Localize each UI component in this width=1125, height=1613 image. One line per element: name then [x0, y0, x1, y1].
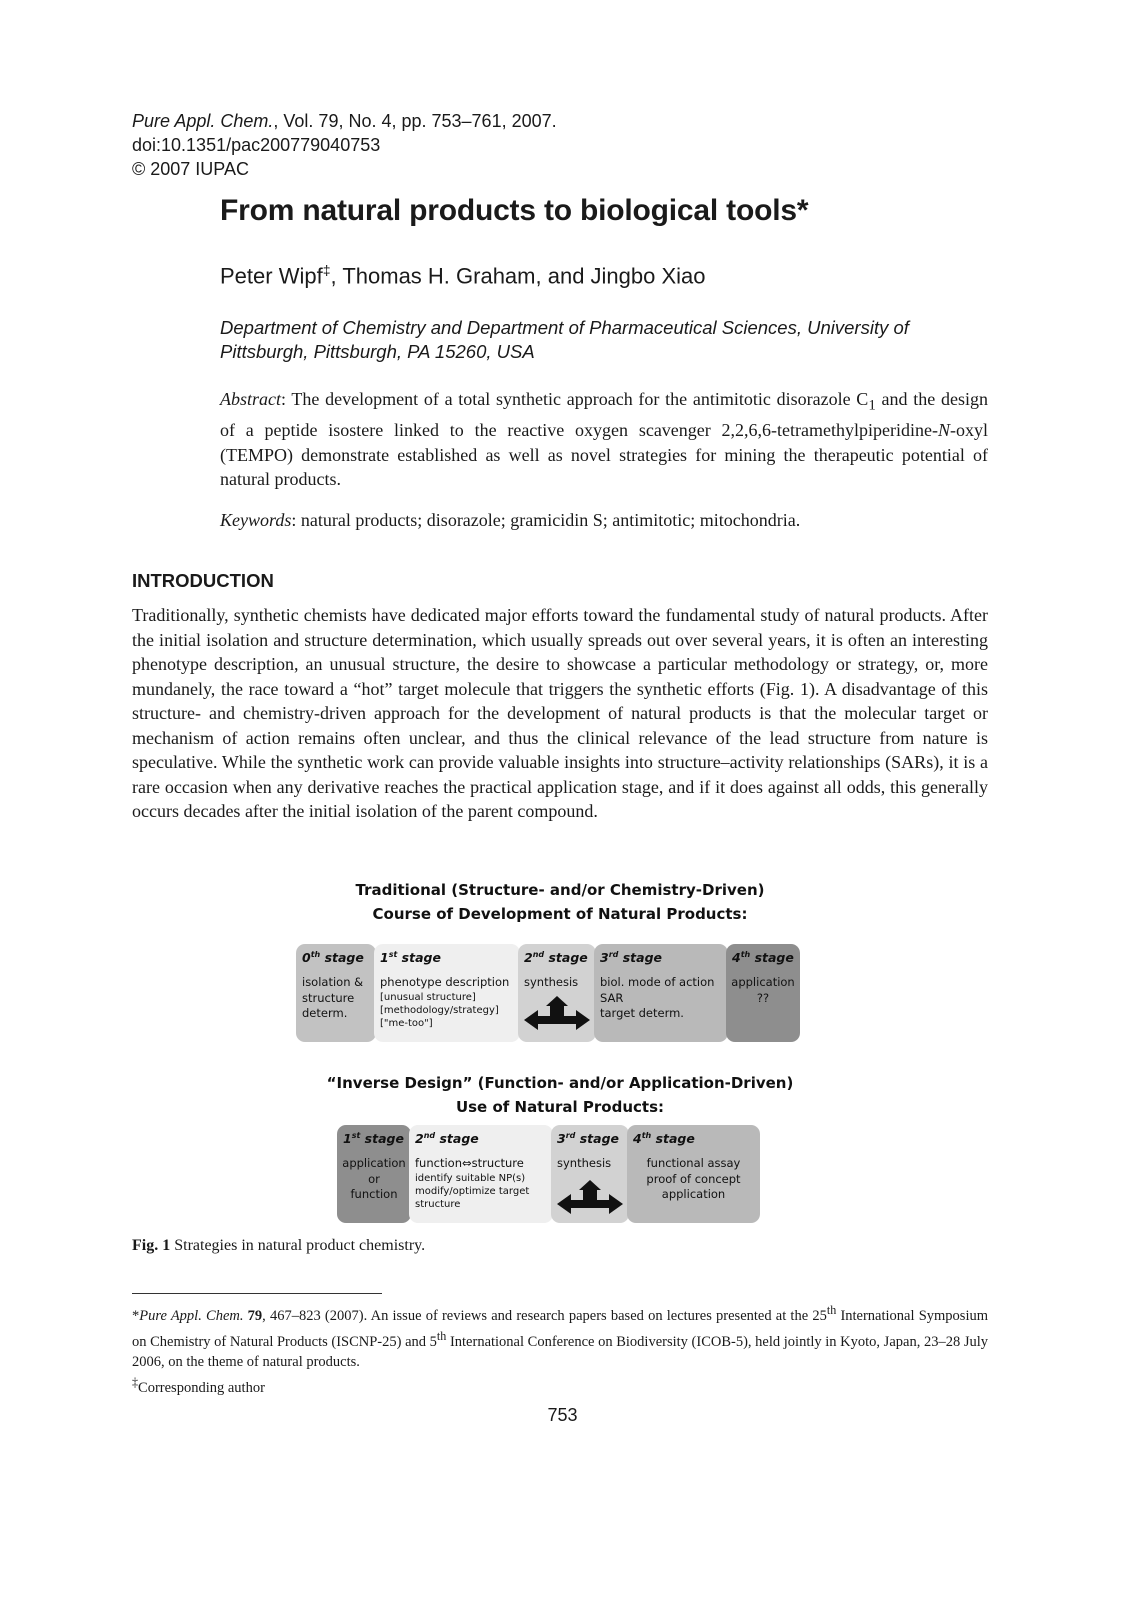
top-stage-3 [594, 944, 728, 1042]
bottom-stage-2-heading [415, 1131, 479, 1146]
top-stage-2-ordinal: nd [532, 950, 545, 959]
top-stage-3-line: biol. mode of action [600, 975, 715, 989]
intro-paragraph: Traditionally, synthetic chemists have dedicated major efforts toward the fundamental study of natural products. After the initial isolation and structure determination, which usually spreads out over several years, it is often an interesting phenotype description, an unusual structure, the desire to showcase a particular methodology or strategy, or, more mundanely, the race toward a “hot” target molecule that triggers the synthetic efforts (Fig. 1). A disadvantage of this structure- and chemistry-driven approach for the development of natural products is that the molecular target or mechanism of action remains often unclear, and thus the clinical relevance of the lead structure from nature is speculative. While the synthetic work can provide valuable insights into structure–activity relationships (SARs), it is a rare occasion when any derivative reaches the practical application stage, and if it does against all odds, this generally occurs decades after the initial isolation of the parent compound. [132, 605, 988, 821]
footnote-sup-1: th [826, 1303, 837, 1317]
double-arrow-icon [555, 1176, 625, 1218]
figure-bottom-title-2: Use of Natural Products: [455, 1098, 665, 1116]
top-stage-2-word: stage [544, 950, 588, 966]
top-stage-2-heading [524, 950, 588, 965]
caption-label: Fig. 1 [132, 1237, 171, 1254]
top-stage-2-description [524, 975, 578, 991]
footnote-divider [132, 1293, 382, 1294]
bottom-stage-4-line: application [661, 1187, 726, 1201]
top-stage-4-line: ?? [756, 990, 770, 1005]
keywords-label: Keywords [220, 510, 292, 530]
bottom-stage-3-number: 3 [557, 1131, 566, 1147]
bottom-stage-1-number: 1 [343, 1131, 352, 1147]
top-stage-1-subline: [methodology/strategy] [380, 1004, 499, 1016]
bottom-stage-2-description [415, 1156, 529, 1211]
bottom-stage-1 [337, 1125, 411, 1223]
top-stage-4-word: stage [750, 950, 794, 966]
footnote-text-3: International Conference on Biodiversity (ICOB-5), held jointly in Kyoto, Japan, 23–28 July 2006, on the theme of natural products. [132, 1333, 989, 1370]
bottom-stage-2-subline: identify suitable NP(s) [415, 1172, 526, 1184]
affiliation: Department of Chemistry and Department of Pharmaceutical Sciences, University of Pittsburgh, Pittsburgh, PA 15260, USA [220, 317, 909, 362]
paper-title: From natural products to biological tools* [220, 194, 809, 227]
top-stage-3-description [600, 975, 714, 1022]
top-stage-0-heading [302, 950, 364, 965]
top-stage-0-line: determ. [302, 1006, 348, 1020]
bottom-stage-4-description [627, 1156, 760, 1203]
bottom-stage-1-ordinal: st [351, 1131, 361, 1140]
top-stage-0-number: 0 [302, 950, 311, 966]
bottom-stage-3-line: synthesis [557, 1156, 612, 1170]
footnote-text-1: , 467–823 (2007). An issue of reviews and research papers based on lectures presented at the 25 [262, 1307, 827, 1324]
author-list [220, 262, 706, 289]
bottom-stage-1-heading [343, 1131, 404, 1146]
bottom-stage-4-word: stage [651, 1131, 695, 1147]
top-stage-0-line: structure [302, 990, 355, 1005]
citation-details: , Vol. 79, No. 4, pp. 753–761, 2007. [273, 111, 557, 131]
bottom-stage-4-heading [633, 1131, 695, 1146]
top-stage-2-number: 2 [524, 950, 533, 966]
keywords [220, 510, 988, 531]
bottom-stage-2-ordinal: nd [423, 1131, 436, 1140]
top-stage-0-description [302, 975, 363, 1022]
top-stage-1-ordinal: st [388, 950, 398, 959]
author-first: Peter Wipf [220, 263, 323, 289]
abstract-subscript: 1 [868, 397, 876, 414]
top-stage-1-subline: [unusual structure] [380, 991, 476, 1003]
bottom-stage-2 [409, 1125, 553, 1223]
author-rest: , Thomas H. Graham, and Jingbo Xiao [330, 263, 706, 289]
corresponding-mark: ‡ [322, 262, 331, 278]
section-heading: INTRODUCTION [132, 570, 274, 591]
bottom-stage-1-line: application [342, 1156, 406, 1170]
doi: doi:10.1351/pac200779040753 [132, 135, 381, 155]
bottom-stage-2-subline: structure [415, 1198, 461, 1210]
bottom-stage-4-line: functional assay [646, 1156, 741, 1170]
top-stage-4 [726, 944, 800, 1042]
footnote-corr-mark: ‡ [132, 1374, 139, 1389]
bottom-stage-4-number: 4 [633, 1131, 642, 1147]
abstract-text-2: and the design of a peptide isostere linked to the reactive oxygen scavenger 2,2,6,6-tetramethylpiperidine- [220, 389, 988, 441]
bottom-stage-2-word: stage [435, 1131, 479, 1147]
bottom-stage-3-description [557, 1156, 611, 1172]
citation-line [132, 109, 557, 133]
citation-block [132, 109, 557, 181]
footnote-issue [132, 1300, 988, 1372]
top-stage-1-word: stage [397, 950, 441, 966]
top-stage-1-heading [380, 950, 441, 965]
top-stage-4-heading [732, 950, 794, 965]
bottom-stage-1-word: stage [360, 1131, 404, 1147]
page-number: 753 [547, 1405, 578, 1425]
bottom-stage-3-ordinal: rd [565, 1131, 576, 1140]
top-stage-1-number: 1 [380, 950, 389, 966]
footnote-star: * [132, 1307, 140, 1324]
footnote-volume: 79 [247, 1307, 263, 1324]
footnotes [132, 1300, 988, 1397]
top-stage-3-line: SAR [600, 990, 624, 1005]
figure-top-title-1: Traditional (Structure- and/or Chemistry-Driven) [355, 881, 765, 899]
abstract-italic-n: N [937, 420, 950, 441]
bottom-stage-2-subline: modify/optimize target [415, 1185, 530, 1197]
footnote-corresponding [132, 1372, 988, 1398]
bottom-stage-2-number: 2 [415, 1131, 424, 1147]
top-stage-1-subline: ["me-too"] [380, 1017, 433, 1029]
figure-bottom-title-1: “Inverse Design” (Function- and/or Application-Driven) [326, 1074, 794, 1092]
abstract-text-1: : The development of a total synthetic approach for the antimitotic disorazole C [281, 389, 869, 409]
top-stage-3-heading [600, 950, 662, 965]
journal-name: Pure Appl. Chem. [132, 111, 274, 131]
bottom-stage-3-heading [557, 1131, 619, 1146]
figure-caption [132, 1237, 425, 1255]
figure-1 [290, 872, 830, 1232]
top-stage-3-word: stage [618, 950, 663, 966]
top-stage-3-line: target determ. [600, 1006, 684, 1020]
footnote-text-2: International Symposium on Chemistry of Natural Products (ISCNP-25) and 5 [132, 1307, 988, 1350]
abstract [220, 387, 988, 492]
top-stage-4-line: application [731, 975, 795, 989]
bottom-stage-4 [627, 1125, 760, 1223]
footnote-sup-2: th [436, 1328, 447, 1343]
bottom-stage-4-line: proof of concept [646, 1171, 741, 1186]
bottom-stage-1-description [337, 1156, 411, 1203]
top-stage-3-ordinal: rd [608, 950, 619, 959]
top-stage-4-ordinal: th [740, 950, 751, 959]
bottom-stage-4-ordinal: th [641, 1131, 652, 1140]
top-stage-2-line: synthesis [524, 975, 579, 989]
top-stage-1 [374, 944, 520, 1042]
double-arrow-icon [522, 992, 592, 1034]
top-stage-0 [296, 944, 376, 1042]
abstract-text-3: -oxyl (TEMPO) demonstrate established as well as novel strategies for mining the therapeutic potential of natural products. [220, 420, 988, 490]
bottom-stage-1-line: function [350, 1187, 398, 1201]
caption-text: Strategies in natural product chemistry. [170, 1237, 426, 1254]
copyright: © 2007 IUPAC [132, 159, 249, 179]
footnote-journal: Pure Appl. Chem. [139, 1307, 244, 1324]
top-stage-4-description [726, 975, 800, 1006]
top-stage-4-number: 4 [732, 950, 741, 966]
abstract-label: Abstract [220, 389, 281, 409]
top-stage-1-line: phenotype description [380, 975, 510, 989]
keywords-text: : natural products; disorazole; gramicidin S; antimitotic; mitochondria. [291, 510, 801, 530]
figure-top-title-2: Course of Development of Natural Products: [372, 905, 748, 923]
bottom-stage-1-line: or [368, 1171, 380, 1186]
footnote-corr-text: Corresponding author [138, 1379, 265, 1396]
top-stage-1-description [380, 975, 509, 1030]
top-stage-0-line: isolation & [302, 975, 364, 989]
bottom-stage-3-word: stage [575, 1131, 620, 1147]
top-stage-0-word: stage [320, 950, 364, 966]
top-stage-3-number: 3 [600, 950, 609, 966]
bottom-stage-2-line: function⇔structure [415, 1156, 524, 1170]
top-stage-0-ordinal: th [310, 950, 321, 959]
